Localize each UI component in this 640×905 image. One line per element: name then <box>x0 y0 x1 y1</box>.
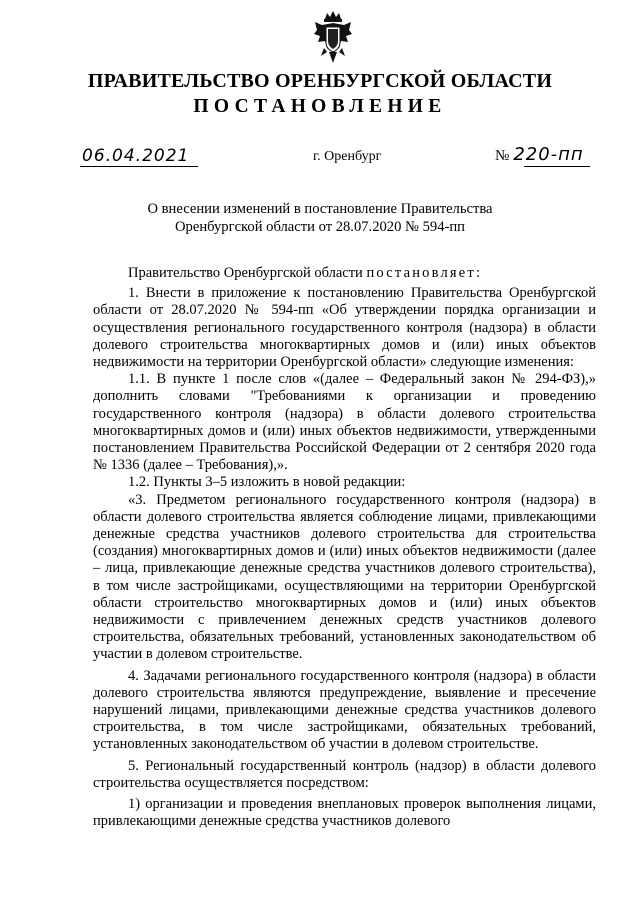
document-date: 06.04.2021 <box>82 146 190 166</box>
intro-text: Правительство Оренбургской области <box>128 265 367 281</box>
document-body <box>93 265 596 831</box>
document-number <box>495 144 584 165</box>
body-paragraph: 1) организации и проведения внеплановых проверок выполнения лицами, привлекающими денежные средства участников долевого <box>93 796 596 830</box>
document-type: ПОСТАНОВЛЕНИЕ <box>193 96 447 117</box>
body-paragraph: 5. Региональный государственный контроль (надзор) в области долевого строительства осуществляется посредством: <box>93 757 596 791</box>
document-subject <box>100 201 540 236</box>
coat-of-arms-icon <box>313 10 353 64</box>
body-paragraph: «3. Предметом регионального государственного контроля (надзора) в области долевого строительства является соблюдение лицами, привлекающими денежные средства участников долевого строительства для строительства (создания) многоквартирных домов и (или) иных объектов недвижимости (далее – лица, привлекающие денежные средства участников долевого строительства), в том числе застройщиками, осуществляющими на территории Оренбургской области строительство многоквартирных домов и (или) иных объектов недвижимости с привлечением денежных средств участников долевого строительства, обязательных требований, установленных законодательством об участии в долевом строительстве. <box>93 491 596 663</box>
government-name: ПРАВИТЕЛЬСТВО ОРЕНБУРГСКОЙ ОБЛАСТИ <box>87 70 553 92</box>
body-paragraph: 1. Внести в приложение к постановлению Правительства Оренбургской области от 28.07.2020 № 594-пп «Об утверждении порядка организации и осуществления регионального государственного контроля (надзора) в области долевого строительства многоквартирных домов и (или) иных объектов недвижимости на территории Оренбургской области» следующие изменения: <box>93 285 596 371</box>
body-paragraph: 1.1. В пункте 1 после слов «(далее – Федеральный закон № 294-ФЗ),» дополнить словами "Требованиями к организации и проведению государственного контроля (надзора) в области долевого строительства многоквартирных домов и (или) иных объектов недвижимости, утвержденными постановлением Правительства Российской Федерации от 2 сентября 2020 года № 1336 (далее – Требования),». <box>93 371 596 474</box>
intro-colon: : <box>475 265 480 281</box>
intro-decree-word: постановляет <box>366 265 476 281</box>
body-paragraph: 4. Задачами регионального государственного контроля (надзора) в области долевого строительства являются предупреждение, выявление и пресечение нарушений лицами, привлекающими денежные средства участников долевого строительства, в том числе застройщиками, обязательных требований, установленных законодательством об участии в долевом строительстве. <box>93 667 596 753</box>
body-paragraph: 1.2. Пункты 3–5 изложить в новой редакции: <box>128 474 406 491</box>
date-underline <box>80 166 198 167</box>
number-value: 220-пп <box>513 144 584 165</box>
number-prefix: № <box>495 148 510 164</box>
number-underline <box>524 166 590 167</box>
subject-line: Оренбургской области от 28.07.2020 № 594-пп <box>175 218 465 235</box>
document-city: г. Оренбург <box>313 149 382 164</box>
subject-line: О внесении изменений в постановление Правительства <box>147 201 493 217</box>
intro-paragraph <box>93 265 596 282</box>
